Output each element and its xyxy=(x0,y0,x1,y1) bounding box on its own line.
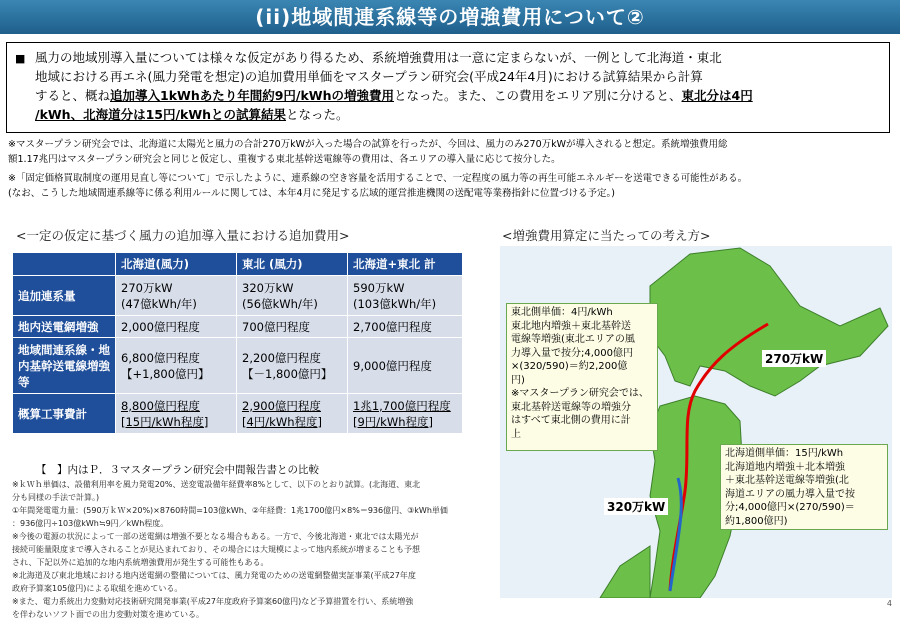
summary-line-2: 地域における再エネ(風力発電を想定)の追加費用単価をマスタープラン研究会(平成24年4月)における試算結果から計算 xyxy=(35,69,703,84)
summary-emphasis-tohoku: 東北分は4円 xyxy=(681,88,753,103)
comparison-note: 【 】内はＰ．３マスタープラン研究会中間報告書との比較 xyxy=(36,464,319,476)
table-row xyxy=(13,276,463,316)
table-cell: 1兆1,700億円程度 [9円/kWh程度] xyxy=(348,394,463,434)
table-row xyxy=(13,316,463,338)
table-header-tohoku: 東北 (風力) xyxy=(237,253,348,276)
summary-line-4: /kWh、北海道分は15円/kWhとの試算結果となった。 xyxy=(35,107,349,122)
table-row xyxy=(13,394,463,434)
footnote-line: ①年間発電電力量：(590万ｋＷ×20%)×8760時間=103億kWh、②年経費：1兆1700億円×8%＝936億円、③kWh単価 xyxy=(12,506,448,515)
table-cell: 590万kW (103億kWh/年) xyxy=(348,276,463,316)
table-header-hokkaido: 北海道(風力) xyxy=(116,253,237,276)
summary-line-1: 風力の地域別導入量については様々な仮定があり得るため、系統増強費用は一意に定まらないが、一例として北海道・東北 xyxy=(35,50,722,65)
japan-map-panel xyxy=(500,246,892,598)
label-320: 320万kW xyxy=(604,498,668,515)
summary-box xyxy=(6,42,890,133)
summary-emphasis-hokkaido: /kWh、北海道分は15円/kWhとの試算結果 xyxy=(35,107,287,122)
table-cell: 6,800億円程度 【+1,800億円】 xyxy=(116,338,237,394)
footnote-line: ※今後の電源の状況によって一部の送電網は増強不要となる場合もある。一方で、今後北海道・東北では太陽光が xyxy=(12,532,419,541)
table-header-row xyxy=(13,253,463,276)
footnote-line: 分も同様の手法で計算。) xyxy=(12,493,100,502)
note-masterplan: ※マスタープラン研究会では、北海道に太陽光と風力の合計270万kWが入った場合の試算を行ったが、今回は、風力のみ270万kWが導入されると想定。系統増強費用総 額1.17兆円はマスタープラン研究会と同じと仮定し、重複する東北基幹送電線等の費用は、各エリアの導入量に応じて按分した。 xyxy=(8,139,728,165)
footnote-line: ※また、電力系統出力変動対応技術研究開発事業(平成27年度政府予算案60億円)など予算措置を行い、系統増強 xyxy=(12,597,414,606)
right-panel-title: <増強費用算定に当たっての考え方> xyxy=(502,228,711,243)
note-fit-review: ※「固定価格買取制度の運用見直し等について」で示したように、連系線の空き容量を活用することで、一定程度の風力等の再生可能エネルギーを送電できる可能性がある。 (なお、こうした地域間連系線等に係る利用ルールに関しては、本年4月に発足する広域的運営推進機関の送配電等業務指針に位置づける予定。) xyxy=(8,173,748,199)
label-270: 270万kW xyxy=(762,350,826,367)
table-row xyxy=(13,338,463,394)
summary-emphasis-9yen: 追加導入1kWhあたり年間約9円/kWhの増強費用 xyxy=(110,88,394,103)
row-label: 追加連系量 xyxy=(13,276,116,316)
footnote-line: 接続可能量限度まで導入されることが見込まれており、その場合には大規模によって地内系統が増まることも予想 xyxy=(12,545,420,554)
summary-line-3: すると、概ね追加導入1kWhあたり年間約9円/kWhの増強費用となった。また、この費用をエリア別に分けると、東北分は4円 xyxy=(35,88,753,103)
footnote-line: ※ｋＷｈ単価は、設備利用率を風力発電20%、送変電設備年経費率8%として、以下のとおり試算。(北海道、東北 xyxy=(12,480,421,489)
table-cell: 700億円程度 xyxy=(237,316,348,338)
left-panel-title: <一定の仮定に基づく風力の追加導入量における追加費用> xyxy=(16,228,350,243)
footnote-line: され、下記以外に追加的な地内系統増強費用が発生する可能性もある。 xyxy=(12,558,269,567)
table-cell: 2,900億円程度 [4円/kWh程度] xyxy=(237,394,348,434)
footnote-line: 政府予算案105億円)による取組を進めている。 xyxy=(12,584,183,593)
hokkaido-callout: 北海道側単価：15円/kWh 北海道地内増強＋北本増強 ＋東北基幹送電線等増強(北 海道エリアの風力導入量で按 分;4,000億円×(270/590)＝ 約1,800億円) xyxy=(720,444,888,530)
table-cell: 2,700億円程度 xyxy=(348,316,463,338)
page-number: 4 xyxy=(886,599,892,608)
table-header-total: 北海道+東北 計 xyxy=(348,253,463,276)
row-label: 地内送電網増強 xyxy=(13,316,116,338)
footnote-line: ※北海道及び東北地域における地内送電網の整備については、風力発電のための送電網整備実証事業(平成27年度 xyxy=(12,571,416,580)
footnote-line: を伴わないソフト面での出力変動対策を進めている。 xyxy=(12,610,204,619)
table-cell: 320万kW (56億kWh/年) xyxy=(237,276,348,316)
table-cell: 2,000億円程度 xyxy=(116,316,237,338)
table-cell: 2,200億円程度 【－1,800億円】 xyxy=(237,338,348,394)
bullet-icon: ■ xyxy=(15,52,26,65)
table-cell: 270万kW (47億kWh/年) xyxy=(116,276,237,316)
page-title: (ii)地域間連系線等の増強費用について② xyxy=(0,0,900,34)
table-header-corner xyxy=(13,253,116,276)
footnote-line: ：936億円÷103億kWh≒9円／kWh程度。 xyxy=(12,519,169,528)
row-label: 概算工事費計 xyxy=(13,394,116,434)
table-cell: 9,000億円程度 xyxy=(348,338,463,394)
footnotes xyxy=(12,478,500,621)
table-cell: 8,800億円程度 [15円/kWh程度] xyxy=(116,394,237,434)
tohoku-callout: 東北側単価：4円/kWh 東北地内増強＋東北基幹送 電線等増強(東北エリアの風 力導入量で按分;4,000億円 ×(320/590)＝約2,200億 円) ※マスタープラン研究会では、 東北基幹送電線等の増強分 はすべて東北側の費用に計 上 xyxy=(506,303,658,451)
cost-table xyxy=(12,252,463,434)
row-label: 地域間連系線・地内基幹送電線増強等 xyxy=(13,338,116,394)
